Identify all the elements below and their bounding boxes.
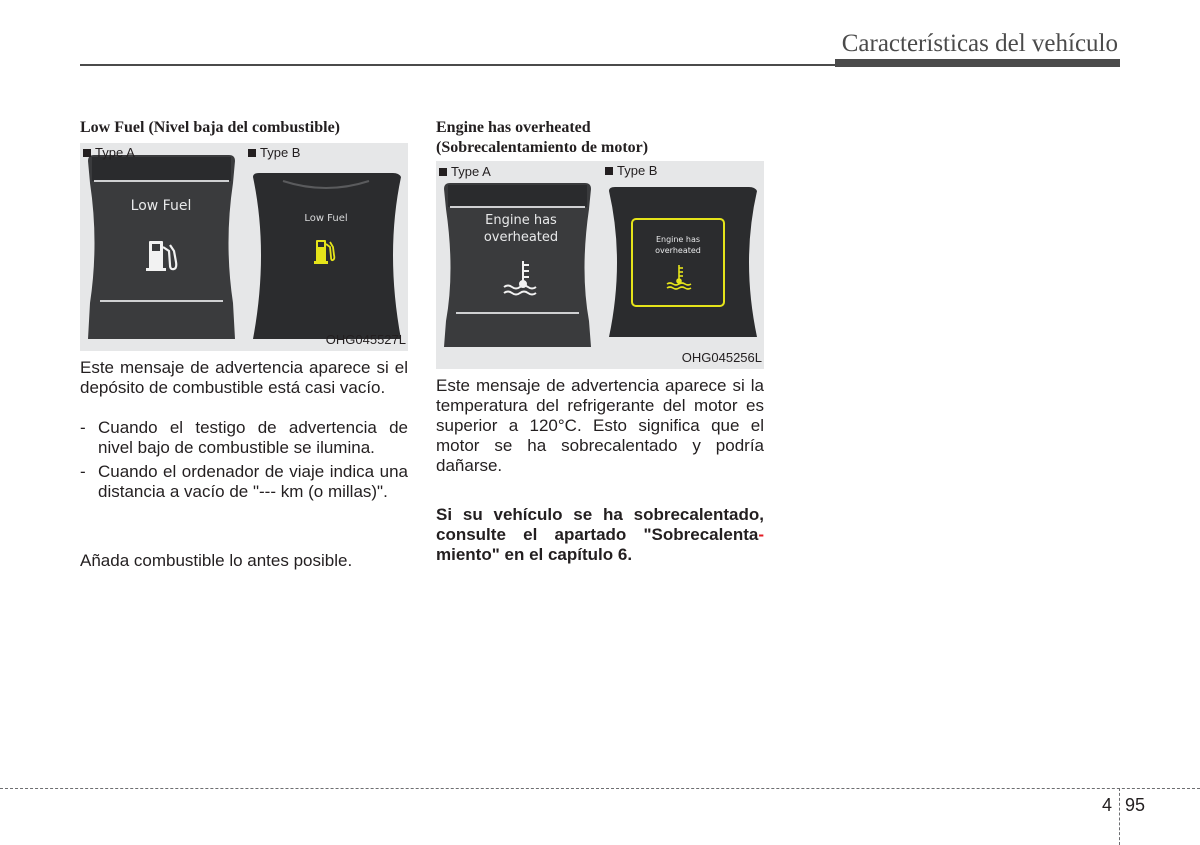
body-paragraph: Añada combustible lo antes posible. (80, 551, 353, 570)
page-number: 95 (1125, 795, 1146, 815)
bullet-dash: - (80, 418, 86, 437)
screen-text-line: Engine has (655, 235, 701, 244)
footer-divider (1119, 788, 1120, 845)
body-paragraph: Este mensaje de advertencia aparece si la temperatura del refrigerante del motor es superior a 120°C. Esto significa que el motor se ha sobrecalentado y podría dañarse. (436, 376, 764, 475)
figure-low-fuel-type-b (245, 143, 408, 351)
type-b-label: Type B (605, 163, 657, 178)
figure-overheated-type-a (436, 161, 599, 369)
chapter-number: 4 (1102, 795, 1113, 815)
figure-code: OHG045256L (681, 350, 762, 365)
figure-low-fuel-type-a (80, 143, 243, 351)
screen-text-low-fuel-a: Low Fuel (130, 198, 192, 214)
warning-note: Si su vehículo se ha sobrecalentado, consulte el apartado "Sobrecalenta- (436, 505, 764, 544)
cluster-display-type-b (601, 161, 764, 369)
screen-text-line: overheated (655, 246, 701, 255)
bullet-square-icon (248, 149, 256, 157)
section-title-low-fuel: Low Fuel (Nivel baja del combustible) (80, 119, 340, 136)
header-rule (80, 64, 835, 66)
body-paragraph: Este mensaje de advertencia aparece si el depósito de combustible está casi vacío. (80, 358, 408, 397)
screen-text-line: overheated (483, 230, 559, 245)
figure-overheated (436, 161, 764, 369)
bullet-item: Cuando el testigo de advertencia de nivel bajo de combustible se ilumina. (98, 418, 408, 457)
header-rule-bar (835, 59, 1120, 67)
bullet-dash: - (80, 462, 86, 481)
cluster-display-type-a (80, 143, 243, 351)
bullet-square-icon (605, 167, 613, 175)
type-b-label: Type B (248, 145, 300, 160)
cluster-display-type-b (245, 143, 408, 351)
screen-text-line: Engine has (485, 213, 557, 228)
cluster-display-type-a (436, 161, 599, 369)
running-header: Características del vehículo (841, 30, 1118, 57)
bullet-square-icon (83, 149, 91, 157)
section-title-overheated: Engine has overheated (Sobrecalentamiento de motor) (436, 119, 649, 156)
bullet-square-icon (439, 168, 447, 176)
figure-code: OHG045527L (325, 332, 406, 347)
figure-low-fuel (80, 143, 408, 351)
fuel-pump-icon (314, 240, 334, 264)
type-a-label: Type A (83, 145, 135, 160)
type-a-label: Type A (439, 164, 491, 179)
footer-rule (0, 788, 1200, 789)
figure-overheated-type-b (601, 161, 764, 369)
screen-text-low-fuel-b: Low Fuel (304, 213, 348, 224)
bullet-item: Cuando el ordenador de viaje indica una distancia a vacío de "--- km (o millas)". (98, 462, 408, 501)
warning-note-end: miento" en el capítulo 6. (436, 545, 633, 564)
